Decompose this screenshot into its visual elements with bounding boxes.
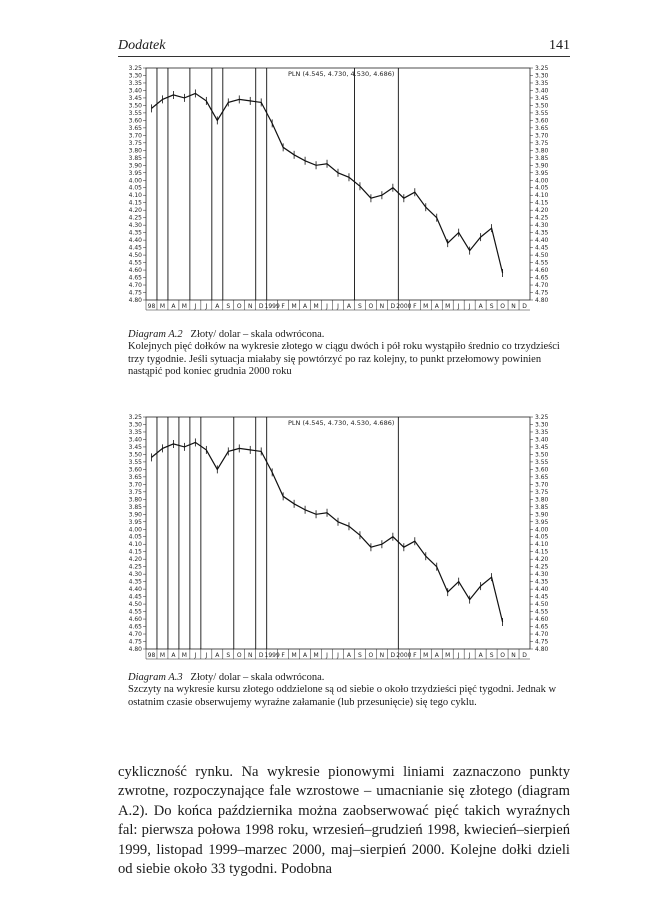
section-title: Dodatek: [118, 38, 166, 53]
x-tick-label: N: [511, 652, 516, 659]
y-tick-label-right: 3.40: [535, 87, 549, 95]
x-tick-label: O: [236, 303, 242, 310]
y-tick-label-right: 4.70: [535, 282, 549, 290]
x-tick-label: J: [337, 303, 339, 310]
chart-diagram-a3: [118, 413, 570, 665]
y-tick-label-right: 4.45: [535, 593, 549, 601]
y-tick-label-left: 3.25: [128, 414, 142, 421]
x-tick-label: S: [226, 652, 231, 659]
y-tick-label-right: 3.90: [535, 511, 549, 519]
x-tick-label: M: [423, 303, 429, 310]
y-tick-label-left: 4.00: [128, 177, 142, 185]
y-tick-label-right: 3.25: [535, 414, 549, 421]
y-tick-label-left: 4.05: [128, 533, 142, 541]
caption-label: Diagram A.3: [128, 672, 183, 683]
x-tick-label: J: [457, 303, 460, 310]
y-tick-label-left: 3.35: [128, 428, 142, 436]
x-tick-label: M: [313, 652, 319, 659]
y-tick-label-left: 4.60: [128, 616, 142, 624]
y-tick-label-right: 4.75: [535, 638, 549, 646]
x-tick-label: J: [194, 652, 197, 659]
y-tick-label-right: 4.45: [535, 244, 549, 252]
y-tick-label-left: 3.60: [128, 466, 142, 474]
y-tick-label-left: 3.70: [128, 132, 142, 140]
y-tick-label-right: 3.55: [535, 458, 549, 466]
x-tick-label: M: [181, 652, 187, 659]
y-tick-label-right: 4.65: [535, 274, 549, 282]
y-tick-label-right: 4.30: [535, 222, 549, 230]
caption-text: Kolejnych pięć dołków na wykresie złotego w ciągu dwóch i pół roku wystąpiło średnio co trzydzieści trzy tygodnie. Jeśli sytuacja miałaby się powtórzyć po raz kolejny, to punkt przełomowy powinien nastąpić pod koniec grudnia 2000 roku: [128, 341, 560, 378]
y-tick-label-right: 3.60: [535, 117, 549, 125]
y-tick-label-left: 4.65: [128, 274, 142, 282]
x-tick-label: D: [258, 303, 264, 310]
x-tick-label: 98: [147, 303, 156, 310]
x-tick-label: D: [390, 652, 396, 659]
y-tick-label-right: 4.60: [535, 267, 549, 275]
y-tick-label-right: 3.30: [535, 72, 549, 80]
y-tick-label-left: 3.70: [128, 481, 142, 489]
y-tick-label-left: 4.45: [128, 244, 142, 252]
y-tick-label-right: 4.40: [535, 237, 549, 245]
x-tick-label: 2000: [396, 652, 412, 659]
y-tick-label-left: 4.80: [128, 297, 142, 304]
y-tick-label-left: 3.90: [128, 162, 142, 170]
y-tick-label-left: 4.50: [128, 252, 142, 260]
x-tick-label: J: [205, 652, 208, 659]
chart-svg-a2: [118, 64, 570, 316]
plot-frame: [146, 68, 530, 300]
x-tick-label: S: [226, 303, 231, 310]
price-series-line: [152, 442, 503, 622]
x-tick-label: F: [413, 652, 417, 659]
x-tick-label: S: [489, 303, 494, 310]
y-tick-label-left: 3.45: [128, 443, 142, 451]
caption-heading: [128, 672, 568, 684]
y-tick-label-left: 4.75: [128, 289, 142, 297]
caption-title: Złoty/ dolar – skala odwrócona.: [190, 329, 325, 340]
y-tick-label-right: 3.50: [535, 451, 549, 459]
price-series-line: [152, 93, 503, 273]
x-tick-label: J: [457, 652, 460, 659]
x-tick-label: N: [247, 303, 253, 310]
y-tick-label-left: 4.40: [128, 237, 142, 245]
y-tick-label-left: 3.95: [128, 518, 142, 526]
y-tick-label-left: 4.75: [128, 638, 142, 646]
y-tick-label-right: 3.75: [535, 139, 549, 147]
x-tick-label: M: [291, 652, 297, 659]
y-tick-label-left: 3.65: [128, 473, 142, 481]
chart-diagram-a2: [118, 64, 570, 316]
y-tick-label-left: 4.25: [128, 214, 142, 222]
x-tick-label: O: [368, 652, 374, 659]
x-tick-label: A: [171, 303, 176, 310]
y-tick-label-left: 4.70: [128, 282, 142, 290]
y-tick-label-right: 4.35: [535, 578, 549, 586]
x-tick-label: N: [511, 303, 516, 310]
y-tick-label-right: 4.55: [535, 259, 549, 267]
y-tick-label-right: 4.20: [535, 207, 549, 215]
x-tick-label: O: [500, 652, 505, 659]
x-tick-label: 98: [147, 652, 156, 659]
y-tick-label-left: 3.50: [128, 102, 142, 110]
y-tick-label-right: 3.40: [535, 436, 549, 444]
x-tick-label: O: [500, 303, 505, 310]
y-tick-label-right: 3.55: [535, 109, 549, 117]
x-tick-label: S: [489, 652, 494, 659]
y-tick-label-right: 4.00: [535, 526, 549, 534]
y-tick-label-left: 3.40: [128, 87, 142, 95]
x-tick-label: J: [468, 652, 471, 659]
y-tick-label-left: 3.65: [128, 124, 142, 132]
y-tick-label-left: 3.30: [128, 421, 142, 429]
x-tick-label: M: [159, 652, 166, 659]
x-tick-label: J: [326, 652, 328, 659]
x-tick-label: A: [303, 303, 308, 310]
y-tick-label-right: 4.80: [535, 297, 549, 304]
y-tick-label-left: 4.70: [128, 631, 142, 639]
y-tick-label-right: 4.50: [535, 252, 549, 260]
y-tick-label-left: 4.25: [128, 563, 142, 571]
x-tick-label: S: [358, 652, 362, 659]
y-tick-label-left: 3.50: [128, 451, 142, 459]
x-tick-label: A: [434, 652, 439, 659]
x-tick-label: A: [478, 652, 483, 659]
x-tick-label: A: [346, 303, 352, 310]
y-tick-label-right: 3.65: [535, 124, 549, 132]
y-tick-label-left: 3.55: [128, 458, 142, 466]
caption-heading: [128, 329, 568, 341]
y-tick-label-left: 4.00: [128, 526, 142, 534]
x-tick-label: A: [434, 303, 439, 310]
y-tick-label-left: 4.10: [128, 541, 142, 549]
y-tick-label-right: 4.20: [535, 556, 549, 564]
y-tick-label-left: 4.40: [128, 586, 142, 594]
x-tick-label: M: [181, 303, 187, 310]
y-tick-label-right: 3.35: [535, 79, 549, 87]
y-tick-label-right: 3.90: [535, 162, 549, 170]
y-tick-label-right: 4.15: [535, 199, 549, 207]
y-tick-label-left: 3.40: [128, 436, 142, 444]
y-tick-label-left: 4.10: [128, 192, 142, 200]
y-tick-label-right: 3.50: [535, 102, 549, 110]
body-paragraph: cykliczność rynku. Na wykresie pionowymi liniami zaznaczono punkty zwrotne, rozpoczynające fale wzrostowe – umacnianie się złotego (diagram A.2). Do końca października można zaobserwować pięć takich wyraźnych fal: pierwsza połowa 1998 roku, wrzesień–grudzień 1998, kwiecień–sierpień 1999, listopad 1999–marzec 2000, maj–sierpień 2000. Kolejne dołki dzieli od siebie około 33 tygodni. Podobna: [118, 764, 570, 878]
x-tick-label: J: [326, 303, 328, 310]
y-tick-label-left: 3.80: [128, 496, 142, 504]
y-tick-label-left: 3.85: [128, 154, 142, 162]
x-tick-label: M: [291, 303, 297, 310]
y-tick-label-right: 4.10: [535, 192, 549, 200]
x-tick-label: A: [215, 303, 220, 310]
x-tick-label: A: [215, 652, 220, 659]
x-tick-label: A: [303, 652, 308, 659]
y-tick-label-left: 4.05: [128, 184, 142, 192]
x-tick-label: A: [346, 652, 352, 659]
y-tick-label-right: 3.80: [535, 496, 549, 504]
y-tick-label-right: 3.70: [535, 481, 549, 489]
x-tick-label: J: [468, 303, 471, 310]
y-tick-label-right: 3.70: [535, 132, 549, 140]
y-tick-label-left: 3.75: [128, 488, 142, 496]
y-tick-label-right: 4.65: [535, 623, 549, 631]
x-tick-label: 1999: [264, 303, 280, 310]
x-tick-label: A: [171, 652, 176, 659]
x-tick-label: J: [337, 652, 339, 659]
x-tick-label: M: [159, 303, 166, 310]
y-tick-label-left: 3.80: [128, 147, 142, 155]
x-tick-label: M: [423, 652, 429, 659]
y-tick-label-right: 4.00: [535, 177, 549, 185]
y-tick-label-right: 3.45: [535, 94, 549, 102]
x-tick-label: N: [379, 652, 385, 659]
y-tick-label-left: 4.60: [128, 267, 142, 275]
y-tick-label-left: 4.30: [128, 571, 142, 579]
y-tick-label-right: 4.75: [535, 289, 549, 297]
y-tick-label-right: 3.60: [535, 466, 549, 474]
y-tick-label-left: 3.25: [128, 65, 142, 72]
x-tick-label: M: [445, 303, 451, 310]
y-tick-label-right: 4.55: [535, 608, 549, 616]
y-tick-label-left: 3.95: [128, 169, 142, 177]
y-tick-label-right: 4.35: [535, 229, 549, 237]
caption-label: Diagram A.2: [128, 329, 183, 340]
y-tick-label-right: 4.10: [535, 541, 549, 549]
y-tick-label-left: 3.45: [128, 94, 142, 102]
x-tick-label: F: [281, 303, 285, 310]
x-tick-label: J: [194, 303, 197, 310]
x-tick-label: D: [522, 303, 527, 310]
y-tick-label-left: 4.20: [128, 556, 142, 564]
y-tick-label-right: 4.40: [535, 586, 549, 594]
chart-legend: PLN (4.545, 4.730, 4.530, 4.686): [288, 70, 395, 78]
x-tick-label: M: [313, 303, 319, 310]
y-tick-label-left: 3.55: [128, 109, 142, 117]
y-tick-label-right: 3.85: [535, 154, 549, 162]
y-tick-label-right: 4.70: [535, 631, 549, 639]
y-tick-label-right: 3.95: [535, 518, 549, 526]
y-tick-label-right: 4.05: [535, 184, 549, 192]
y-tick-label-right: 3.95: [535, 169, 549, 177]
y-tick-label-left: 4.30: [128, 222, 142, 230]
x-tick-label: J: [205, 303, 208, 310]
x-tick-label: N: [247, 652, 253, 659]
y-tick-label-right: 4.25: [535, 214, 549, 222]
y-tick-label-left: 4.55: [128, 259, 142, 267]
caption-title: Złoty/ dolar – skala odwrócona.: [190, 672, 325, 683]
y-tick-label-left: 4.20: [128, 207, 142, 215]
chart-legend: PLN (4.545, 4.730, 4.530, 4.686): [288, 419, 395, 427]
y-tick-label-left: 4.80: [128, 646, 142, 653]
x-tick-label: 2000: [396, 303, 412, 310]
y-tick-label-left: 4.35: [128, 229, 142, 237]
x-tick-label: M: [445, 652, 451, 659]
y-tick-label-left: 4.35: [128, 578, 142, 586]
x-tick-label: N: [379, 303, 385, 310]
y-tick-label-right: 4.80: [535, 646, 549, 653]
caption-a3: [128, 672, 568, 709]
running-head: [118, 36, 570, 57]
chart-svg-a3: [118, 413, 570, 665]
y-tick-label-left: 4.45: [128, 593, 142, 601]
y-tick-label-right: 4.05: [535, 533, 549, 541]
y-tick-label-right: 3.30: [535, 421, 549, 429]
y-tick-label-left: 3.85: [128, 503, 142, 511]
y-tick-label-left: 3.75: [128, 139, 142, 147]
y-tick-label-right: 4.15: [535, 548, 549, 556]
y-tick-label-right: 3.85: [535, 503, 549, 511]
x-tick-label: 1999: [264, 652, 280, 659]
y-tick-label-left: 4.55: [128, 608, 142, 616]
y-tick-label-right: 3.45: [535, 443, 549, 451]
y-tick-label-left: 3.60: [128, 117, 142, 125]
x-tick-label: D: [258, 652, 264, 659]
x-tick-label: S: [358, 303, 362, 310]
y-tick-label-right: 4.25: [535, 563, 549, 571]
y-tick-label-right: 4.60: [535, 616, 549, 624]
y-tick-label-right: 3.65: [535, 473, 549, 481]
y-tick-label-left: 4.15: [128, 548, 142, 556]
y-tick-label-right: 3.35: [535, 428, 549, 436]
caption-text: Szczyty na wykresie kursu złotego oddzielone są od siebie o około trzydzieści pięć tygodni. Jednak w ostatnim czasie obserwujemy wyraźne załamanie (lub przesunięcie) się tego cyklu.: [128, 684, 557, 708]
y-tick-label-left: 3.35: [128, 79, 142, 87]
y-tick-label-left: 3.90: [128, 511, 142, 519]
y-tick-label-right: 3.25: [535, 65, 549, 72]
y-tick-label-left: 3.30: [128, 72, 142, 80]
y-tick-label-left: 4.50: [128, 601, 142, 609]
x-tick-label: F: [281, 652, 285, 659]
y-tick-label-left: 4.65: [128, 623, 142, 631]
y-tick-label-right: 3.80: [535, 147, 549, 155]
y-tick-label-right: 3.75: [535, 488, 549, 496]
x-tick-label: F: [413, 303, 417, 310]
x-tick-label: O: [368, 303, 374, 310]
x-tick-label: D: [390, 303, 396, 310]
y-tick-label-left: 4.15: [128, 199, 142, 207]
x-tick-label: O: [236, 652, 242, 659]
x-tick-label: A: [478, 303, 483, 310]
y-tick-label-right: 4.30: [535, 571, 549, 579]
page-number: 141: [549, 38, 570, 53]
x-tick-label: D: [522, 652, 527, 659]
plot-frame: [146, 417, 530, 649]
caption-a2: [128, 329, 568, 379]
y-tick-label-right: 4.50: [535, 601, 549, 609]
